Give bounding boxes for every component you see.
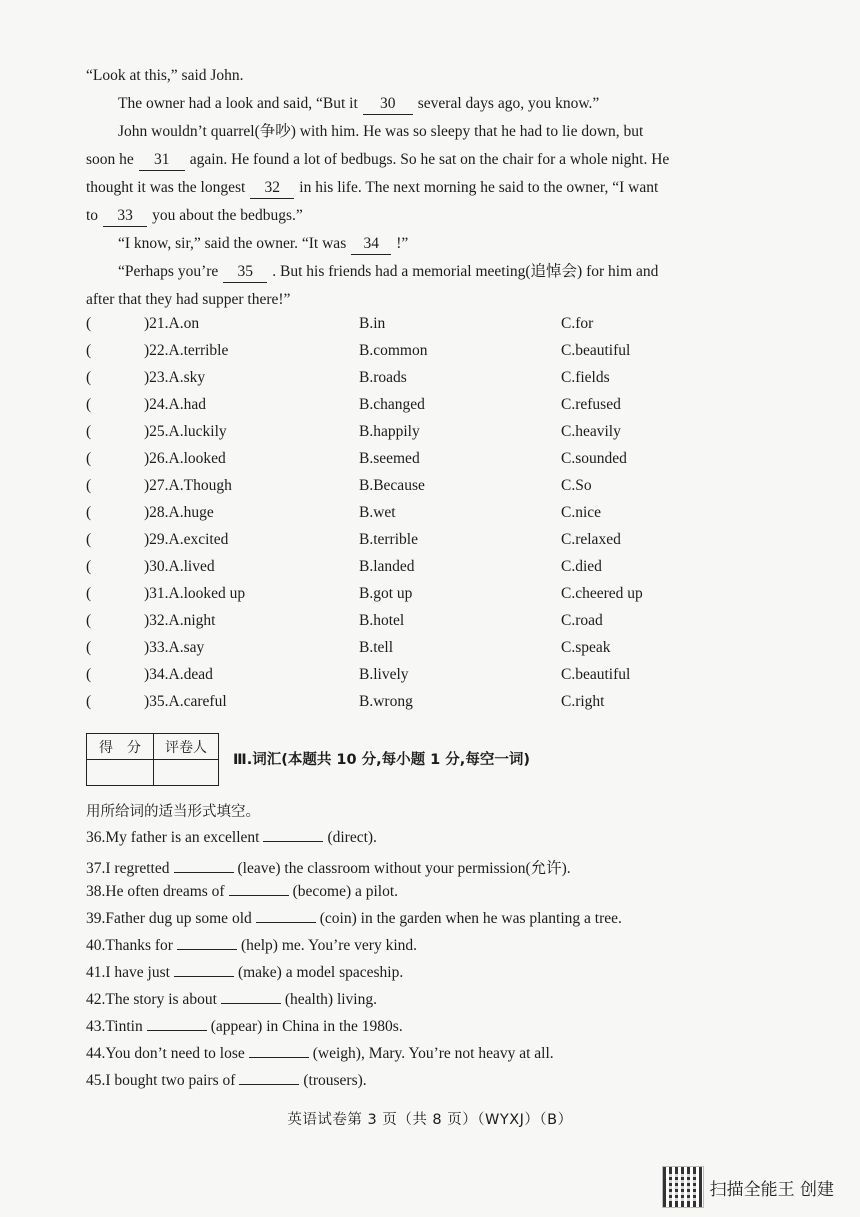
option-row	[86, 315, 776, 342]
option-b[interactable]: B.wet	[359, 504, 396, 521]
answer-paren[interactable]: (	[86, 666, 92, 683]
option-a[interactable]: )29.A.excited	[144, 531, 229, 548]
option-b[interactable]: B.in	[359, 315, 386, 332]
answer-paren[interactable]: (	[86, 639, 92, 656]
passage-line: “Perhaps you’re 35 . But his friends had a memorial meeting(追悼会) for him and	[118, 258, 802, 286]
option-c[interactable]: C.fields	[561, 369, 610, 386]
answer-blank[interactable]	[239, 1084, 299, 1085]
passage-line: The owner had a look and said, “But it 30 several days ago, you know.”	[118, 90, 802, 118]
grader-cell[interactable]	[154, 760, 219, 786]
option-a[interactable]: )32.A.night	[144, 612, 216, 629]
section-title: Ⅲ.词汇(本题共 10 分,每小题 1 分,每空一词)	[233, 752, 530, 768]
option-row	[86, 666, 776, 693]
option-c[interactable]: C.relaxed	[561, 531, 621, 548]
option-a[interactable]: )27.A.Though	[144, 477, 232, 494]
option-c[interactable]: C.beautiful	[561, 666, 631, 683]
answer-blank[interactable]	[174, 976, 234, 977]
answer-paren[interactable]: (	[86, 693, 92, 710]
answer-paren[interactable]: (	[86, 369, 92, 386]
option-a[interactable]: )33.A.say	[144, 639, 205, 656]
answer-blank[interactable]	[177, 949, 237, 950]
option-c[interactable]: C.beautiful	[561, 342, 631, 359]
option-c[interactable]: C.road	[561, 612, 603, 629]
option-a[interactable]: )25.A.luckily	[144, 423, 227, 440]
scanner-watermark	[662, 1166, 834, 1208]
option-b[interactable]: B.got up	[359, 585, 413, 602]
option-a[interactable]: )31.A.looked up	[144, 585, 246, 602]
vocab-item: 41.I have just (make) a model spaceship.	[86, 964, 404, 981]
answer-paren[interactable]: (	[86, 477, 92, 494]
vocab-item: 36.My father is an excellent (direct).	[86, 829, 377, 846]
answer-blank[interactable]	[147, 1030, 207, 1031]
option-c[interactable]: C.right	[561, 693, 605, 710]
passage-line: to 33 you about the bedbugs.”	[86, 202, 770, 230]
answer-blank[interactable]	[174, 872, 234, 873]
grader-header: 评卷人	[154, 734, 219, 760]
score-box	[86, 733, 219, 786]
blank-31[interactable]: 31	[139, 150, 185, 171]
vocab-item: 38.He often dreams of (become) a pilot.	[86, 883, 399, 900]
blank-32[interactable]: 32	[250, 178, 294, 199]
option-c[interactable]: C.So	[561, 477, 592, 494]
option-row	[86, 693, 776, 720]
qr-code-icon	[662, 1166, 704, 1208]
option-a[interactable]: )34.A.dead	[144, 666, 213, 683]
answer-paren[interactable]: (	[86, 396, 92, 413]
blank-30[interactable]: 30	[363, 94, 413, 115]
option-b[interactable]: B.tell	[359, 639, 394, 656]
option-c[interactable]: C.refused	[561, 396, 621, 413]
vocab-item: 44.You don’t need to lose (weigh), Mary. You’re not heavy at all.	[86, 1045, 554, 1062]
option-b[interactable]: B.roads	[359, 369, 407, 386]
option-row	[86, 531, 776, 558]
vocab-item: 37.I regretted (leave) the classroom without your permission(允许).	[86, 860, 571, 877]
answer-blank[interactable]	[256, 922, 316, 923]
option-b[interactable]: B.landed	[359, 558, 415, 575]
option-row	[86, 477, 776, 504]
option-b[interactable]: B.terrible	[359, 531, 418, 548]
answer-blank[interactable]	[263, 841, 323, 842]
option-a[interactable]: )21.A.on	[144, 315, 200, 332]
answer-paren[interactable]: (	[86, 504, 92, 521]
option-row	[86, 558, 776, 585]
option-row	[86, 342, 776, 369]
score-cell[interactable]	[87, 760, 154, 786]
option-b[interactable]: B.common	[359, 342, 428, 359]
vocab-item: 43.Tintin (appear) in China in the 1980s.	[86, 1018, 403, 1035]
blank-35[interactable]: 35	[223, 262, 267, 283]
passage-line: “Look at this,” said John.	[86, 67, 244, 84]
answer-paren[interactable]: (	[86, 315, 92, 332]
answer-blank[interactable]	[221, 1003, 281, 1004]
blank-34[interactable]: 34	[351, 234, 391, 255]
option-b[interactable]: B.happily	[359, 423, 420, 440]
option-a[interactable]: )24.A.had	[144, 396, 206, 413]
option-row	[86, 396, 776, 423]
option-c[interactable]: C.cheered up	[561, 585, 643, 602]
option-row	[86, 423, 776, 450]
option-row	[86, 504, 776, 531]
vocab-item: 39.Father dug up some old (coin) in the garden when he was planting a tree.	[86, 910, 622, 927]
option-row	[86, 639, 776, 666]
answer-blank[interactable]	[229, 895, 289, 896]
watermark-text: 扫描全能王 创建	[709, 1179, 834, 1200]
vocab-item: 42.The story is about (health) living.	[86, 991, 377, 1008]
vocab-item: 45.I bought two pairs of (trousers).	[86, 1072, 367, 1089]
answer-paren[interactable]: (	[86, 342, 92, 359]
passage-line: after that they had supper there!”	[86, 291, 291, 308]
passage-line: thought it was the longest 32 in his life. The next morning he said to the owner, “I want	[86, 174, 770, 202]
answer-paren[interactable]: (	[86, 585, 92, 602]
score-header: 得 分	[87, 734, 154, 760]
answer-paren[interactable]: (	[86, 531, 92, 548]
answer-paren[interactable]: (	[86, 450, 92, 467]
answer-paren[interactable]: (	[86, 423, 92, 440]
option-c[interactable]: C.died	[561, 558, 602, 575]
option-row	[86, 450, 776, 477]
option-b[interactable]: B.Because	[359, 477, 425, 494]
option-c[interactable]: C.heavily	[561, 423, 621, 440]
option-b[interactable]: B.seemed	[359, 450, 420, 467]
blank-33[interactable]: 33	[103, 206, 147, 227]
option-a[interactable]: )22.A.terrible	[144, 342, 229, 359]
section-instruction: 用所给词的适当形式填空。	[86, 804, 260, 820]
option-a[interactable]: )28.A.huge	[144, 504, 214, 521]
option-row	[86, 585, 776, 612]
option-c[interactable]: C.speak	[561, 639, 611, 656]
option-b[interactable]: B.changed	[359, 396, 425, 413]
answer-paren[interactable]: (	[86, 612, 92, 629]
answer-blank[interactable]	[249, 1057, 309, 1058]
passage-line: “I know, sir,” said the owner. “It was 34 !”	[118, 230, 802, 258]
option-row	[86, 612, 776, 639]
option-row	[86, 369, 776, 396]
answer-paren[interactable]: (	[86, 558, 92, 575]
page-footer: 英语试卷第 3 页（共 8 页）（WYXJ）（B）	[287, 1112, 573, 1128]
option-b[interactable]: B.hotel	[359, 612, 405, 629]
passage-line: soon he 31 again. He found a lot of bedbugs. So he sat on the chair for a whole night. He	[86, 146, 770, 174]
option-c[interactable]: C.sounded	[561, 450, 627, 467]
option-b[interactable]: B.wrong	[359, 693, 413, 710]
option-a[interactable]: )30.A.lived	[144, 558, 215, 575]
option-a[interactable]: )26.A.looked	[144, 450, 226, 467]
passage-line: John wouldn’t quarrel(争吵) with him. He was so sleepy that he had to lie down, but	[118, 123, 644, 140]
option-a[interactable]: )35.A.careful	[144, 693, 227, 710]
vocab-item: 40.Thanks for (help) me. You’re very kind.	[86, 937, 418, 954]
option-c[interactable]: C.nice	[561, 504, 602, 521]
option-b[interactable]: B.lively	[359, 666, 409, 683]
option-c[interactable]: C.for	[561, 315, 594, 332]
option-a[interactable]: )23.A.sky	[144, 369, 206, 386]
